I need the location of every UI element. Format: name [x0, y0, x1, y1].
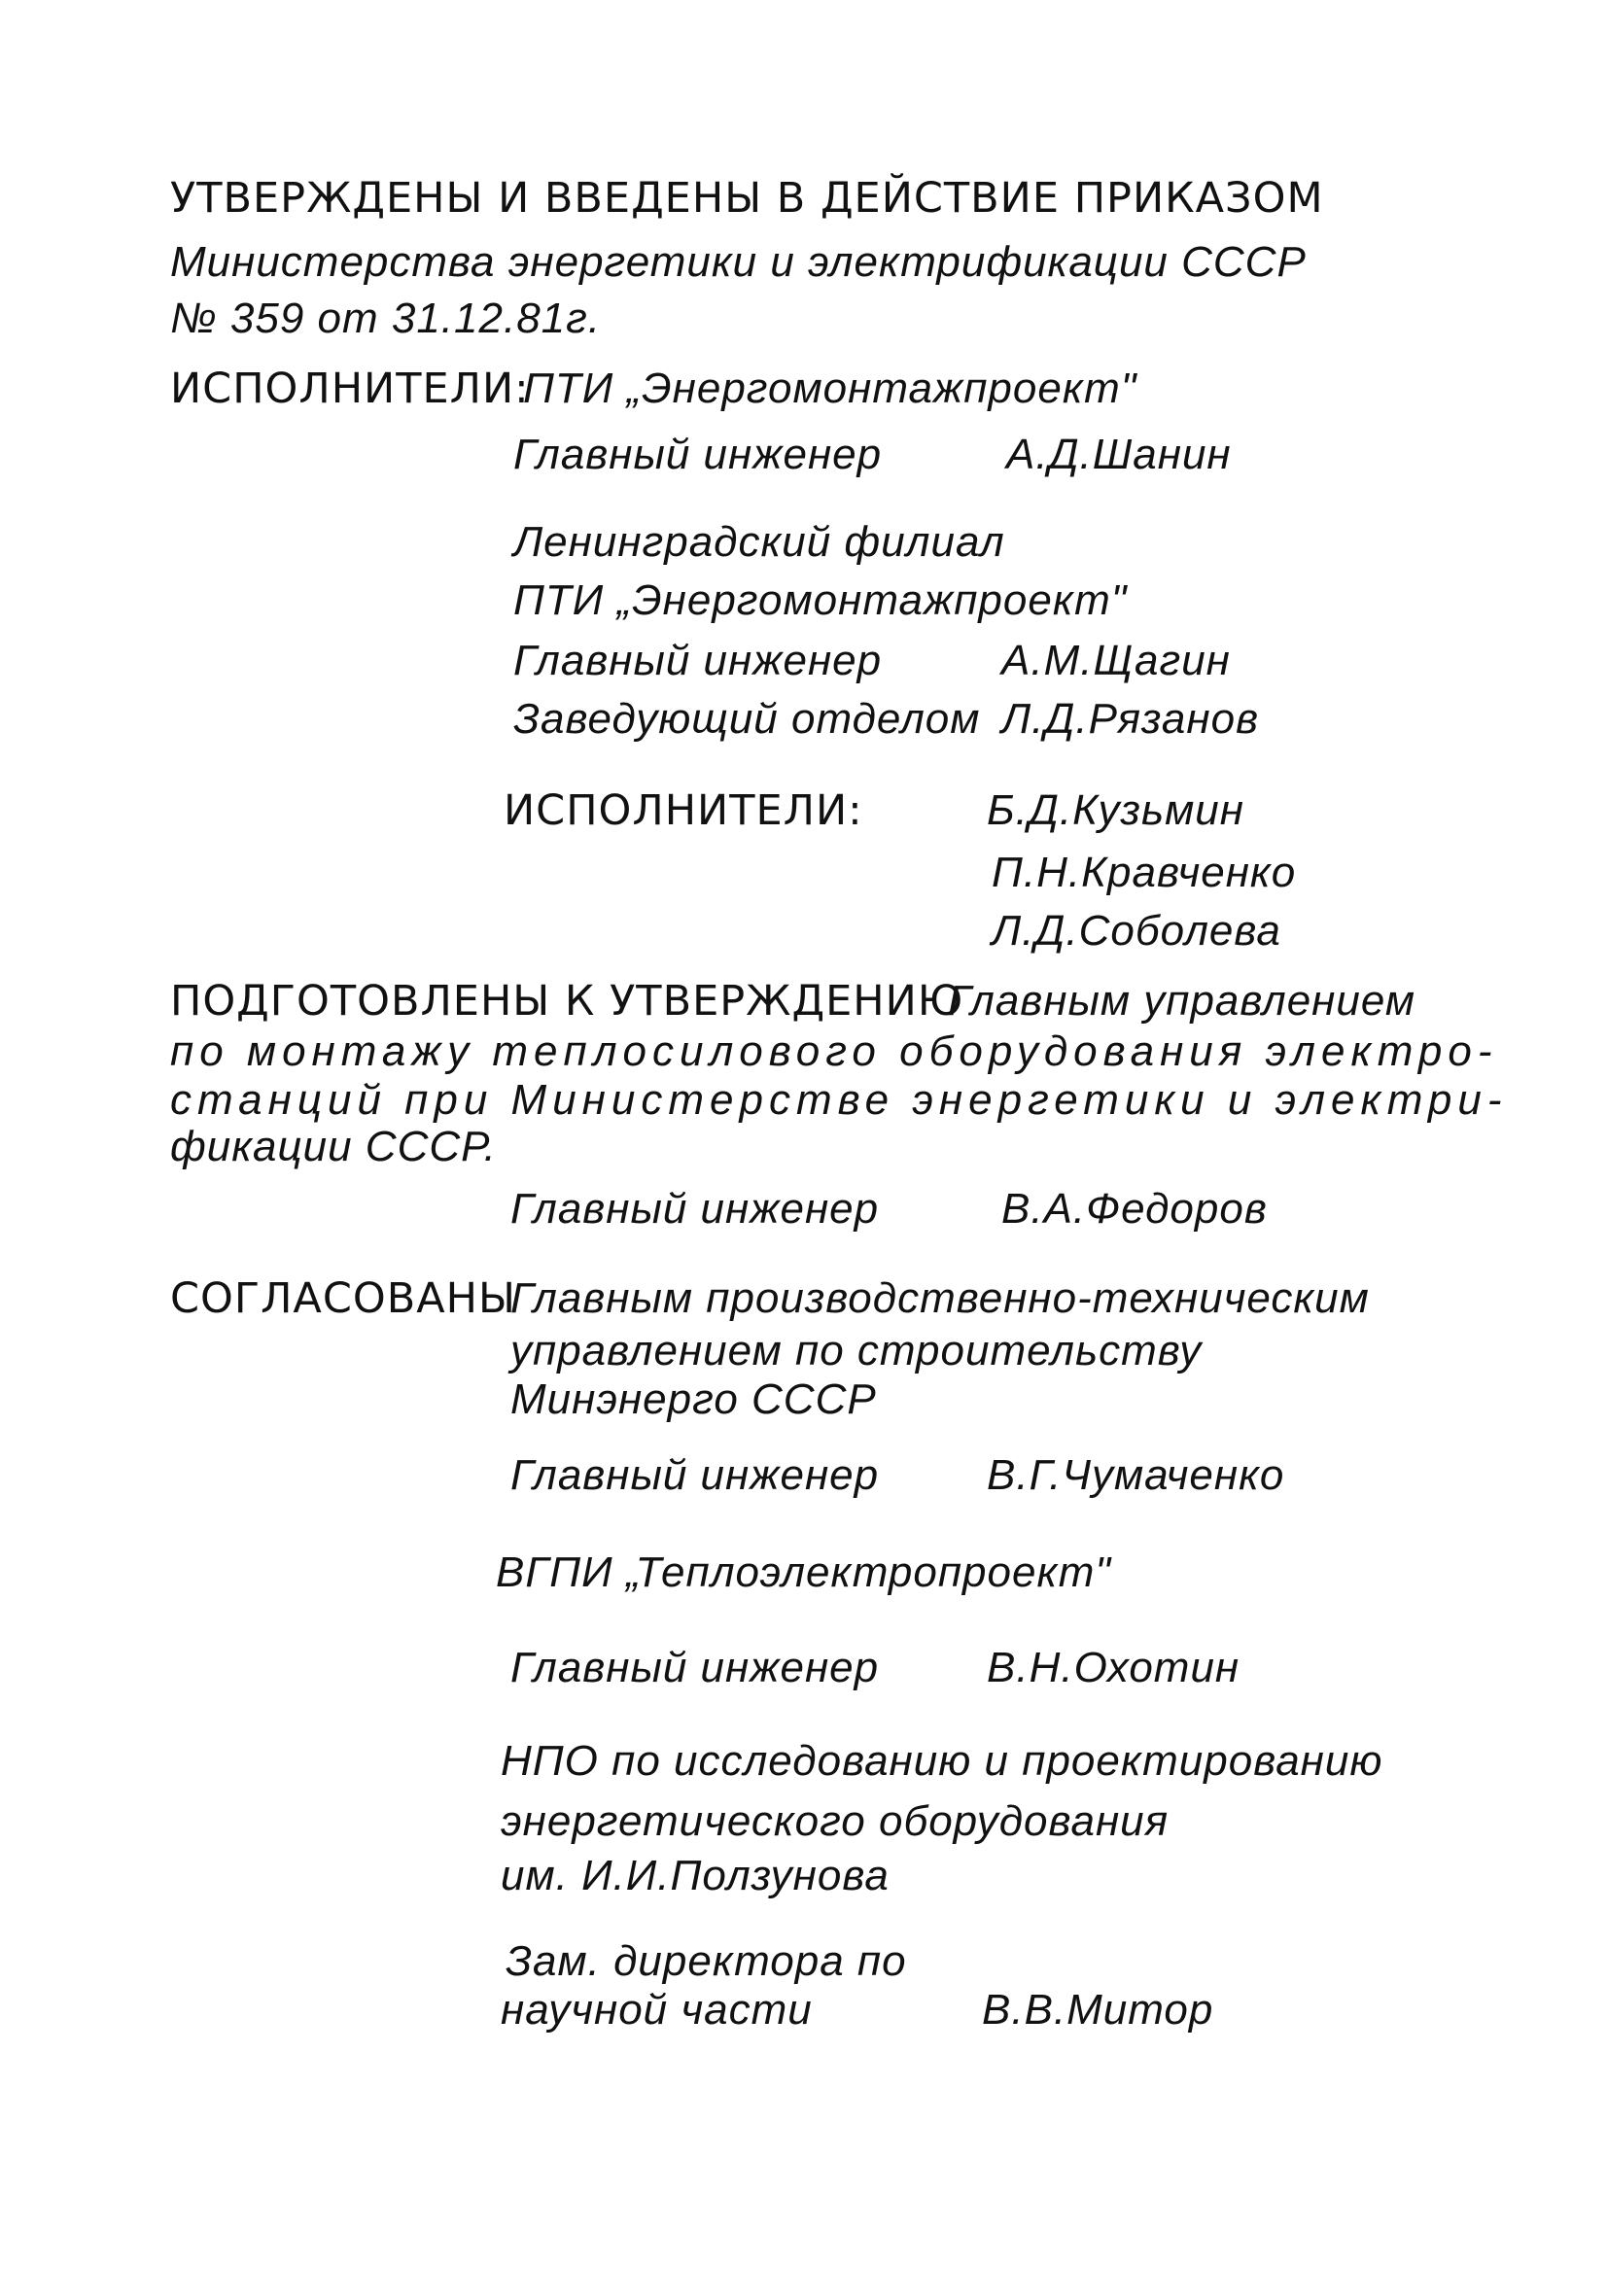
approval-ministry: Министерства энергетики и электрификации СССР	[170, 238, 1307, 286]
performers-chief1-title: Главный инженер	[513, 431, 883, 478]
agreed-org3-line1: НПО по исследованию и проектированию	[501, 1737, 1383, 1785]
approval-heading: УТВЕРЖДЕНЫ И ВВЕДЕНЫ В ДЕЙСТВИЕ ПРИКАЗОМ	[170, 174, 1324, 223]
prepared-line2: по монтажу теплосилового оборудования электро-	[170, 1027, 1498, 1075]
prepared-line4: фикации СССР.	[170, 1123, 497, 1170]
approval-order: № 359 от 31.12.81г.	[170, 295, 602, 342]
executor-name: П.Н.Кравченко	[992, 849, 1297, 896]
agreed-deputy-line2: научной части	[501, 1986, 813, 2034]
agreed-org3-line2: энергетического оборудования	[501, 1797, 1170, 1845]
executors-label: ИСПОЛНИТЕЛИ:	[504, 786, 863, 835]
performers-org1: ПТИ „Энергомонтажпроект"	[523, 365, 1137, 412]
agreed-org1-line2: управлением по строительству	[510, 1327, 1203, 1374]
performers-head-name: Л.Д.Рязанов	[1001, 695, 1260, 743]
prepared-chief-name: В.А.Федоров	[1001, 1185, 1268, 1233]
performers-chief2-name: А.М.Щагин	[1001, 637, 1231, 684]
agreed-deputy-name: В.В.Митор	[982, 1986, 1214, 2034]
performers-head-title: Заведующий отделом	[513, 695, 981, 743]
agreed-chief2-title: Главный инженер	[510, 1644, 880, 1691]
performers-org2: ПТИ „Энергомонтажпроект"	[513, 576, 1128, 624]
prepared-chief-title: Главный инженер	[510, 1185, 880, 1233]
performers-chief2-title: Главный инженер	[513, 637, 883, 684]
performers-chief1-name: А.Д.Шанин	[1006, 431, 1232, 478]
agreed-chief1-title: Главный инженер	[510, 1451, 880, 1499]
performers-branch: Ленинградский филиал	[513, 518, 1005, 566]
agreed-org1-line1: Главным производственно-техническим	[510, 1274, 1370, 1322]
agreed-deputy-line1: Зам. директора по	[506, 1937, 907, 1985]
agreed-org1-line3: Минэнерго СССР	[510, 1375, 877, 1423]
agreed-org3-line3: им. И.И.Ползунова	[501, 1852, 890, 1899]
agreed-heading: СОГЛАСОВАНЫ	[170, 1274, 516, 1323]
executor-name: Б.Д.Кузьмин	[987, 786, 1244, 834]
executor-name: Л.Д.Соболева	[992, 907, 1281, 955]
agreed-org2: ВГПИ „Теплоэлектропроект"	[496, 1548, 1112, 1596]
agreed-chief2-name: В.Н.Охотин	[987, 1644, 1240, 1691]
performers-label: ИСПОЛНИТЕЛИ:	[170, 365, 530, 413]
prepared-line3: станций при Министерстве энергетики и электри-	[170, 1076, 1508, 1124]
agreed-chief1-name: В.Г.Чумаченко	[987, 1451, 1285, 1499]
prepared-heading: ПОДГОТОВЛЕНЫ К УТВЕРЖДЕНИЮ	[170, 977, 964, 1026]
prepared-line1: Главным управлением	[948, 977, 1415, 1025]
